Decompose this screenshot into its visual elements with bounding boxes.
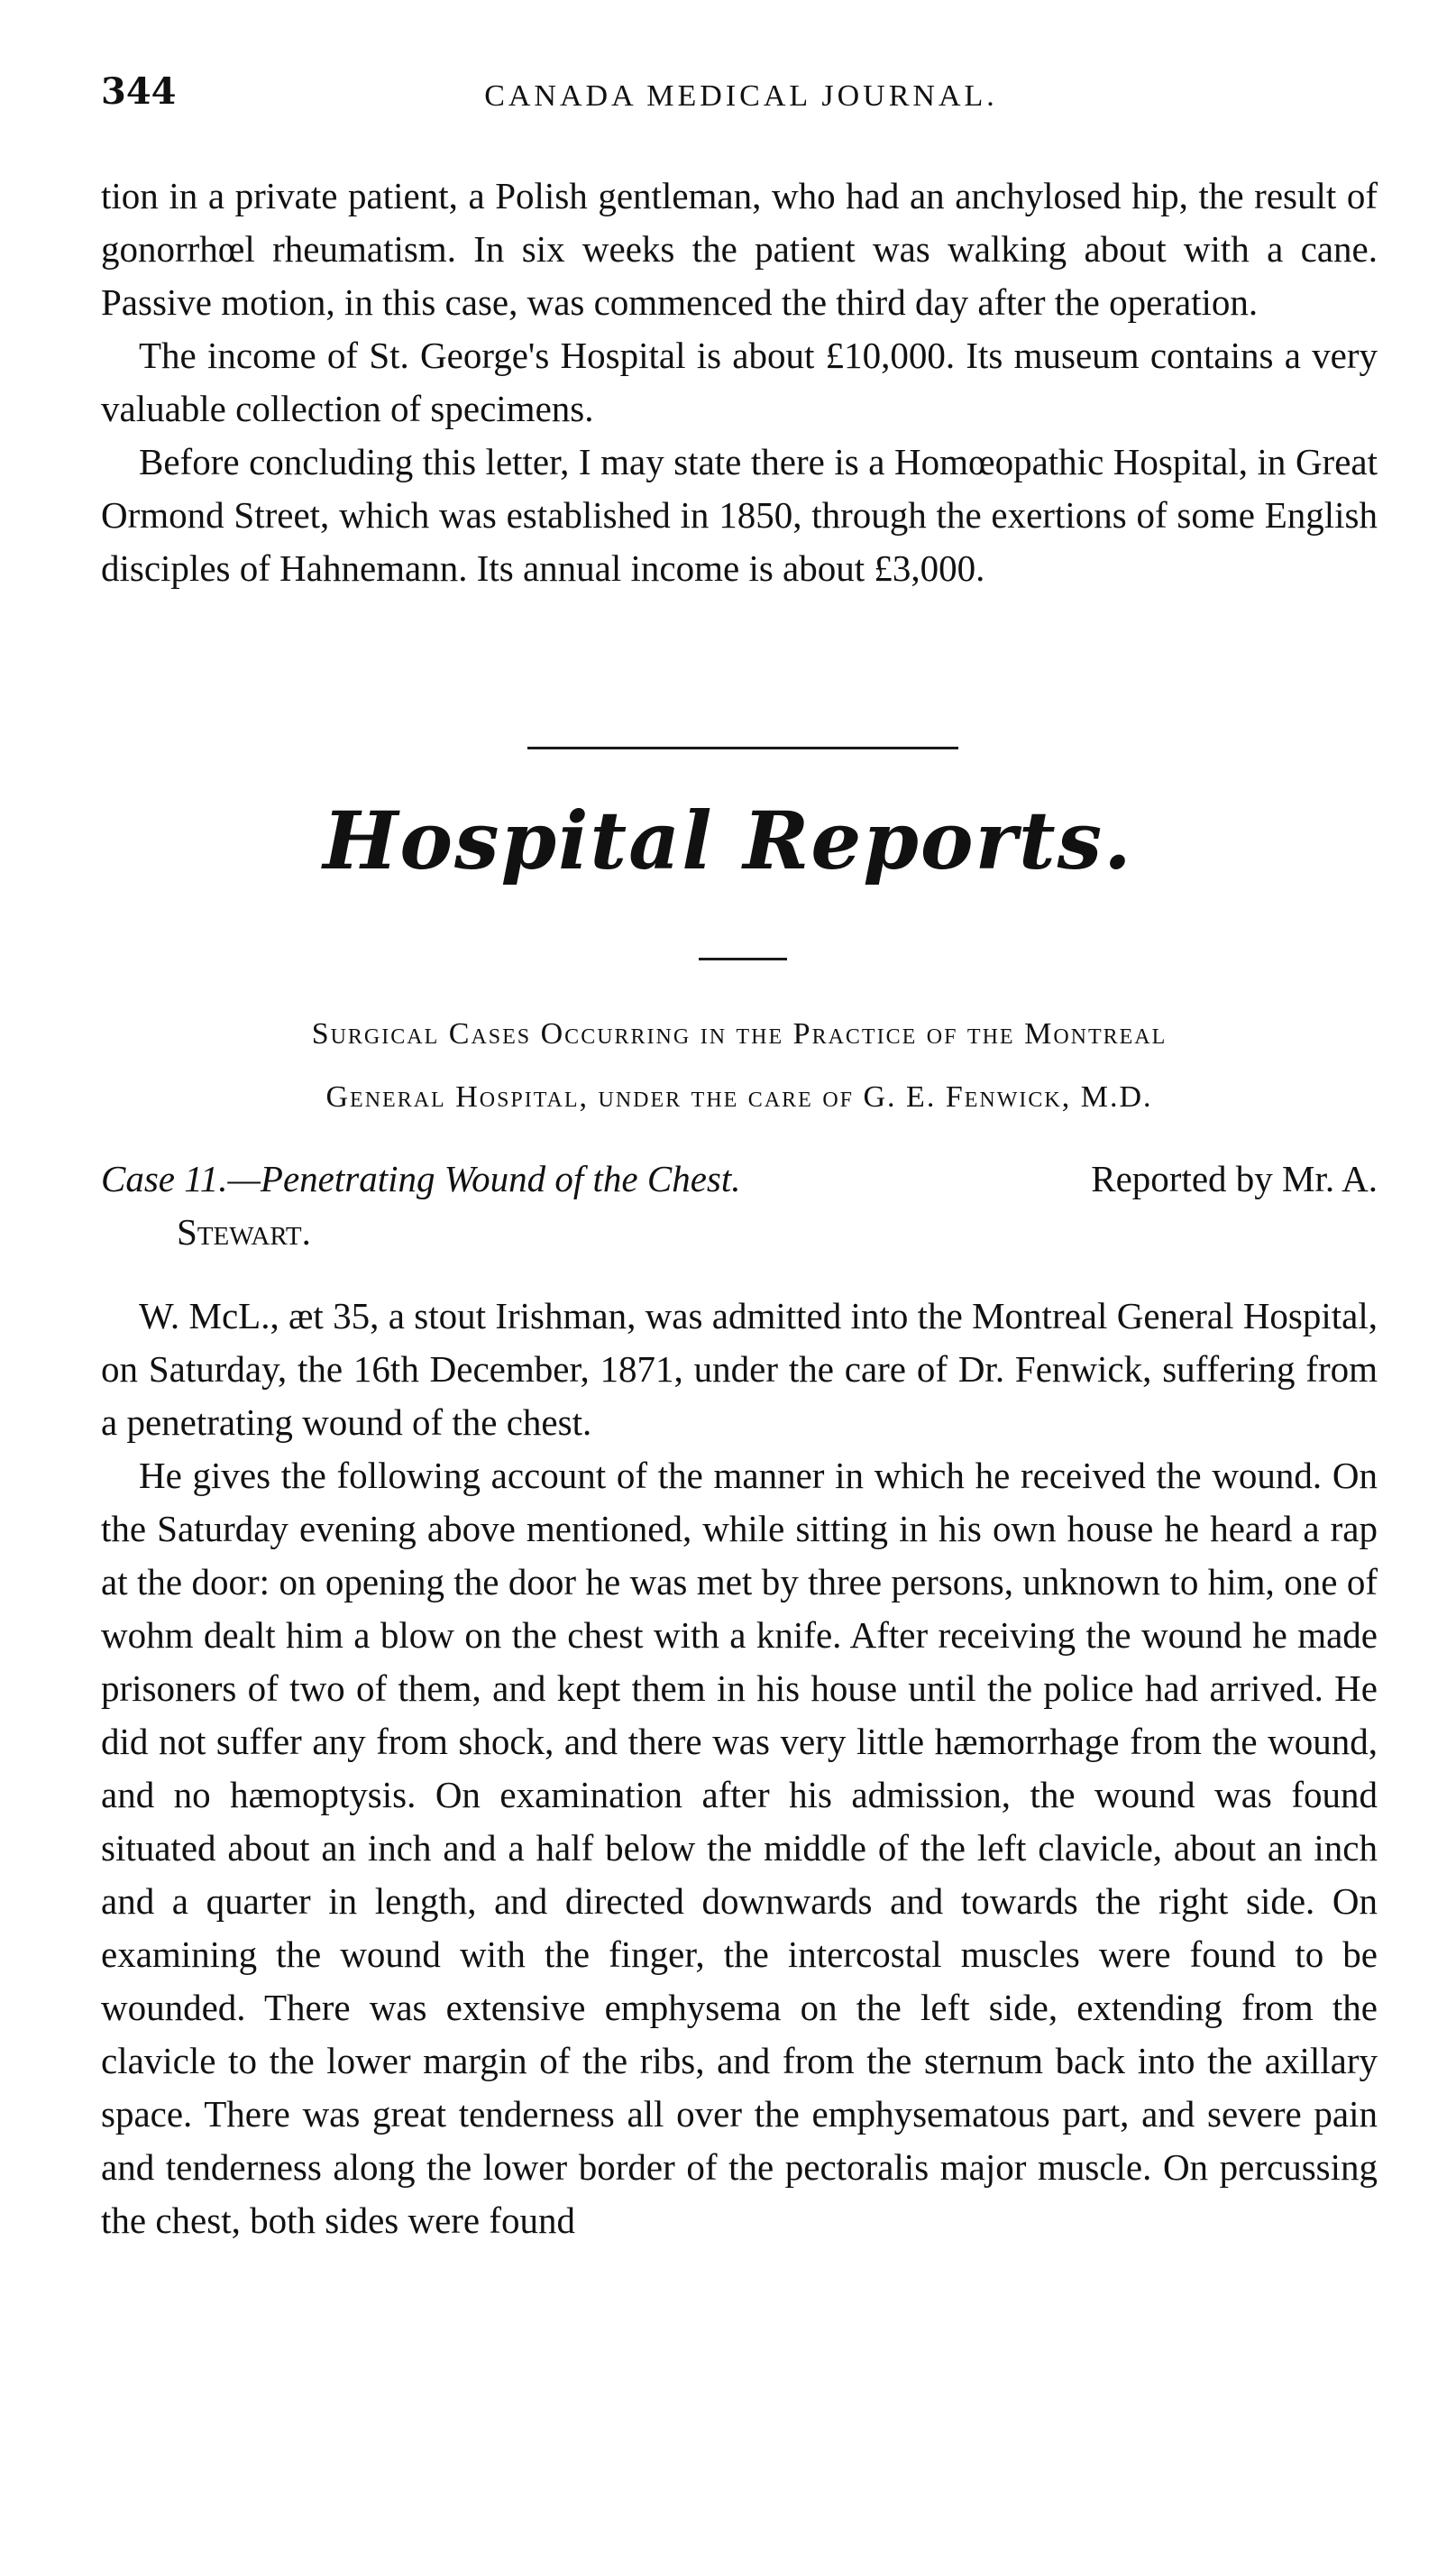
paragraph: He gives the following account of the manner in which he received the wound. On the Saturday evening above mentioned, while sitting in his own house he heard a rap at the door: on opening the door he was met by three persons, unknown to him, one of wohm dealt him a blow on the chest with a knife. After receiving the wound he made prisoners of two of them, and kept them in his house until the police had arrived. He did not suffer any from shock, and there was very little hæmorrhage from the wound, and no hæmoptysis. On examination after his admission, the wound was found situated about an inch and a half below the middle of the left clavicle, about an inch and a quarter in length, and directed downwards and towards the right side. On examining the wound with the finger, the intercostal muscles were found to be wounded. There was extensive emphysema on the left side, extending from the clavicle to the lower margin of the ribs, and from the sternum back into the axillary space. There was great tenderness all over the emphysematous part, and severe pain and tenderness along the lower border of the pectoralis major muscle. On percussing the chest, both sides were found (101, 1455, 1378, 2241)
case-series-heading-line: General Hospital, under the care of G. E. Fenwick, M.D. (325, 1080, 1153, 1114)
section-title: Hospital Reports. (323, 794, 1133, 887)
case-label: Case 11.—Penetrating Wound of the Chest. (101, 1158, 741, 1199)
case-series-heading-line: Surgical Cases Occurring in the Practice of the Montreal (311, 1017, 1168, 1051)
reported-by: Reported by Mr. A. (1091, 1158, 1378, 1199)
paragraph: Before concluding this letter, I may state there is a Homœopathic Hospital, in Great Ormond Street, which was established in 1850, through the exertions of some English disciples of Hahnemann. Its annual income is about £3,000. (101, 441, 1378, 589)
paragraph: W. McL., æt 35, a stout Irishman, was admitted into the Montreal General Hospital, on Saturday, the 16th December, 1871, under the care of Dr. Fenwick, suffering from a penetrating wound of the chest. (101, 1295, 1378, 1443)
page-header (101, 63, 1381, 126)
case-series-heading (101, 1003, 1378, 1129)
section-divider (527, 747, 958, 749)
running-title: CANADA MEDICAL JOURNAL. (484, 79, 998, 113)
page-number: 344 (101, 70, 177, 113)
paragraph: The income of St. George's Hospital is about £10,000. Its museum contains a very valuable collection of specimens. (101, 335, 1378, 429)
paragraph: tion in a private patient, a Polish gentleman, who had an anchylosed hip, the result of gonorrhœl rheumatism. In six weeks the patient was walking about with a cane. Passive motion, in this case, was commenced the third day after the operation. (101, 175, 1378, 323)
reporter-name: Stewart. (177, 1211, 311, 1253)
title-underline (699, 958, 787, 960)
top-text-block (101, 170, 1378, 595)
case-title (101, 1153, 1378, 1259)
case-body-text (101, 1290, 1378, 2247)
